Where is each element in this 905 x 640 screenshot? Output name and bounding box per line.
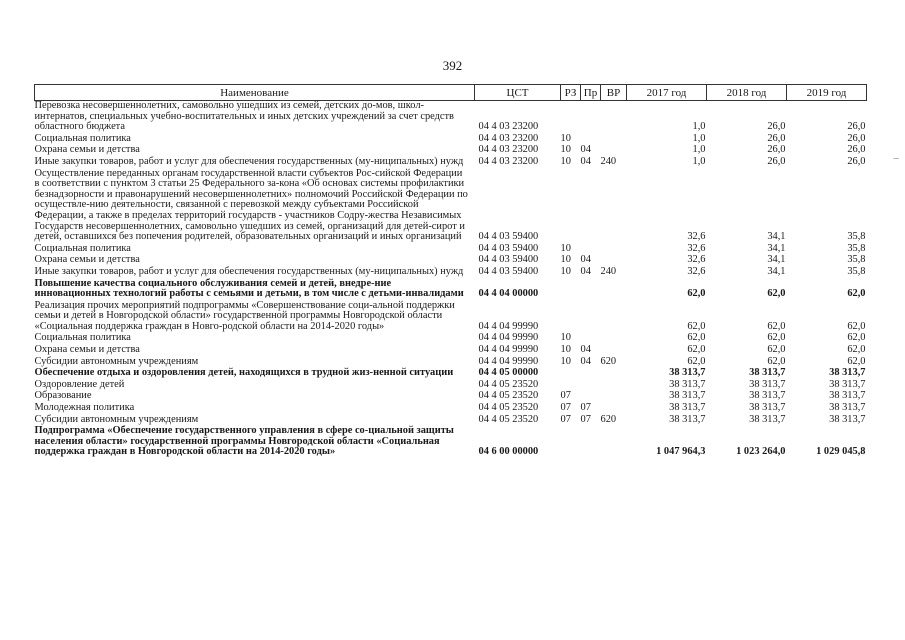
cell-rz: 07 [560, 390, 571, 402]
cell-name: Образование [34, 390, 92, 402]
cell-2017: 32,6 [687, 231, 706, 243]
cell-name: Перевозка несовершеннолетних, самовольно ушедших из семей, детских до-мов, школ-интернатов, специальных учебно-воспитательных и иных детских учреждений за счет средств областного бюджета [34, 100, 454, 133]
table-row [35, 301, 867, 334]
table-row [35, 345, 867, 357]
table-row [35, 267, 867, 279]
cell-rz: 07 [560, 402, 571, 414]
cell-2019: 35,8 [847, 254, 866, 266]
cell-rz: 10 [560, 144, 571, 156]
cell-vr [601, 279, 627, 301]
cell-2018: 62,0 [767, 355, 786, 367]
cell-cst: 04 4 04 99990 [478, 320, 539, 332]
cell-pr [581, 169, 601, 244]
cell-name: Иные закупки товаров, работ и услуг для обеспечения государственных (му-ниципальных) нужд [34, 265, 464, 277]
cell-2019: 35,8 [847, 231, 866, 243]
page-number: 392 [442, 58, 463, 73]
cell-2018: 38 313,7 [749, 402, 786, 414]
cell-2019: 62,0 [847, 320, 866, 332]
cell-vr [601, 333, 627, 345]
margin-mark: – [893, 152, 899, 164]
cell-vr [601, 345, 627, 357]
cell-cst: 04 4 03 59400 [478, 254, 539, 266]
table-header [35, 85, 867, 101]
header-row [35, 85, 867, 101]
cell-2017: 1 047 964,3 [656, 446, 706, 458]
cell-rz: 10 [560, 265, 571, 277]
cell-2017: 62,0 [687, 344, 706, 356]
table-row [35, 279, 867, 301]
cell-vr [601, 244, 627, 256]
cell-cst: 04 6 00 00000 [478, 446, 539, 458]
table-row [35, 426, 867, 459]
cell-pr: 04 [580, 344, 591, 356]
cell-cst: 04 4 03 59400 [478, 265, 539, 277]
cell-2018: 34,1 [767, 231, 786, 243]
cell-2019: 38 313,7 [829, 390, 866, 402]
table-row [35, 403, 867, 415]
cell-2019: 62,0 [847, 344, 866, 356]
cell-vr: 620 [600, 413, 617, 425]
cell-2017: 62,0 [687, 288, 706, 300]
cell-cst: 04 4 03 59400 [478, 231, 539, 243]
cell-cst: 04 4 03 23200 [478, 132, 539, 144]
cell-2019: 38 313,7 [829, 402, 866, 414]
cell-cst: 04 4 04 99990 [478, 344, 539, 356]
cell-pr [581, 426, 601, 459]
cell-pr: 04 [580, 155, 591, 167]
cell-2018: 62,0 [767, 288, 786, 300]
cell-rz [561, 368, 581, 380]
cell-vr: 620 [600, 355, 617, 367]
header-name: Наименование [35, 85, 475, 101]
cell-2017: 38 313,7 [669, 413, 706, 425]
cell-cst: 04 4 05 23520 [478, 413, 539, 425]
cell-rz [561, 426, 581, 459]
cell-rz: 10 [560, 344, 571, 356]
cell-2019: 1 029 045,8 [816, 446, 866, 458]
cell-name: Реализация прочих мероприятий подпрограммы «Совершенствование соци-альной поддержки семьи и детей в Новгородской области» государственной программы Новгородской области «Социальная поддержка граждан в Новго-родской области на 2014-2020 годы» [34, 299, 455, 332]
cell-2018: 62,0 [767, 332, 786, 344]
cell-2018: 26,0 [767, 155, 786, 167]
cell-2019: 26,0 [847, 121, 866, 133]
cell-pr: 04 [580, 254, 591, 266]
cell-name: Субсидии автономным учреждениям [34, 355, 199, 367]
table-row [35, 380, 867, 392]
cell-rz [561, 301, 581, 334]
cell-name: Осуществление переданных органам государственной власти субъектов Рос-сийской Федерации в соответствии с пунктом 3 статьи 25 Федерального за-кона «Об основах системы профилактики безнадзорности и правонарушений несовершеннолетних» полномочий Российской Федерации по осуществле-нию деятельности, связанной с перевозкой между субъектами Российской Федерации, а также в пределах территорий государств - участников Содру-жества Независимых Государств несовершеннолетних, самовольно ушедших из семей, организаций для детей-сирот и детей, оставшихся без попечения родителей, образовательных организаций и иных организаций [34, 167, 468, 243]
cell-cst: 04 4 03 23200 [478, 121, 539, 133]
cell-2019: 62,0 [847, 288, 866, 300]
cell-2017: 38 313,7 [669, 402, 706, 414]
cell-2017: 32,6 [687, 242, 706, 254]
cell-cst: 04 4 03 23200 [478, 155, 539, 167]
cell-2017: 62,0 [687, 332, 706, 344]
cell-name: Социальная политика [34, 242, 131, 254]
cell-rz: 10 [560, 155, 571, 167]
cell-pr: 07 [580, 402, 591, 414]
cell-cst: 04 4 05 23520 [478, 402, 539, 414]
cell-cst: 04 4 03 59400 [478, 242, 539, 254]
cell-pr: 04 [580, 265, 591, 277]
cell-2019: 26,0 [847, 144, 866, 156]
cell-2018: 38 313,7 [749, 413, 786, 425]
cell-2017: 62,0 [687, 320, 706, 332]
cell-2018: 34,1 [767, 254, 786, 266]
cell-2019: 62,0 [847, 355, 866, 367]
cell-2018: 34,1 [767, 265, 786, 277]
header-2019: 2019 год [787, 85, 867, 101]
cell-2018: 1 023 264,0 [736, 446, 786, 458]
cell-name: Охрана семьи и детства [34, 254, 140, 266]
cell-2019: 35,8 [847, 242, 866, 254]
cell-2018: 38 313,7 [749, 378, 786, 390]
table-row [35, 244, 867, 256]
cell-vr [601, 391, 627, 403]
header-vr: ВР [601, 85, 627, 101]
cell-pr: 04 [580, 144, 591, 156]
cell-pr: 07 [580, 413, 591, 425]
cell-cst: 04 4 05 23520 [478, 390, 539, 402]
cell-cst: 04 4 03 23200 [478, 144, 539, 156]
cell-rz [561, 101, 581, 134]
cell-rz: 10 [560, 355, 571, 367]
table-row [35, 157, 867, 169]
table-row [35, 333, 867, 345]
cell-pr: 04 [580, 355, 591, 367]
cell-rz [561, 279, 581, 301]
cell-2018: 38 313,7 [749, 367, 786, 379]
header-pr: Пр [581, 85, 601, 101]
cell-name: Подпрограмма «Обеспечение государственного управления в сфере со-циальной защиты населения области» государственной программы Новгородской области «Социальная поддержка граждан в Новгородской области на 2014-2020 годы» [34, 425, 454, 458]
cell-rz [561, 169, 581, 244]
cell-pr [581, 368, 601, 380]
cell-2019: 26,0 [847, 155, 866, 167]
cell-pr [581, 279, 601, 301]
cell-name: Социальная политика [34, 332, 131, 344]
cell-vr: 240 [600, 265, 617, 277]
header-rz: РЗ [561, 85, 581, 101]
cell-name: Иные закупки товаров, работ и услуг для обеспечения государственных (му-ниципальных) нужд [34, 155, 464, 167]
table-row [35, 169, 867, 244]
header-cst: ЦСТ [475, 85, 561, 101]
cell-cst: 04 4 05 23520 [478, 378, 539, 390]
cell-2017: 1,0 [692, 144, 706, 156]
cell-pr [581, 101, 601, 134]
cell-2018: 26,0 [767, 144, 786, 156]
cell-rz: 10 [560, 332, 571, 344]
cell-2018: 38 313,7 [749, 390, 786, 402]
cell-pr [581, 301, 601, 334]
cell-name: Охрана семьи и детства [34, 344, 140, 356]
table-row [35, 391, 867, 403]
cell-vr [601, 403, 627, 415]
cell-name: Повышение качества социального обслуживания семей и детей, внедре-ние инновационных технологий работы с семьями и детьми, в том числе с детьми-инвалидами [34, 277, 464, 300]
table-row [35, 134, 867, 146]
cell-2019: 38 313,7 [829, 378, 866, 390]
table-body [35, 101, 867, 460]
header-2017: 2017 год [627, 85, 707, 101]
cell-vr [601, 169, 627, 244]
cell-rz: 10 [560, 254, 571, 266]
cell-2019: 35,8 [847, 265, 866, 277]
cell-2019: 38 313,7 [829, 367, 866, 379]
cell-name: Субсидии автономным учреждениям [34, 413, 199, 425]
cell-rz: 07 [560, 413, 571, 425]
cell-name: Социальная политика [34, 132, 131, 144]
cell-name: Обеспечение отдыха и оздоровления детей, находящихся в трудной жиз-ненной ситуации [34, 367, 454, 379]
cell-vr [601, 301, 627, 334]
cell-2017: 38 313,7 [669, 378, 706, 390]
cell-vr [601, 426, 627, 459]
budget-table [34, 84, 867, 459]
cell-2017: 1,0 [692, 121, 706, 133]
cell-vr [601, 368, 627, 380]
cell-cst: 04 4 04 99990 [478, 332, 539, 344]
cell-cst: 04 4 04 99990 [478, 355, 539, 367]
cell-2018: 62,0 [767, 344, 786, 356]
cell-vr [601, 134, 627, 146]
cell-vr [601, 380, 627, 392]
cell-rz: 10 [560, 132, 571, 144]
cell-vr [601, 101, 627, 134]
cell-2019: 62,0 [847, 332, 866, 344]
cell-2017: 38 313,7 [669, 390, 706, 402]
cell-2017: 38 313,7 [669, 367, 706, 379]
header-2018: 2018 год [707, 85, 787, 101]
cell-name: Оздоровление детей [34, 378, 125, 390]
cell-2017: 32,6 [687, 265, 706, 277]
cell-cst: 04 4 05 00000 [478, 367, 539, 379]
cell-2018: 26,0 [767, 121, 786, 133]
cell-2017: 1,0 [692, 155, 706, 167]
cell-2018: 34,1 [767, 242, 786, 254]
cell-2017: 62,0 [687, 355, 706, 367]
table-row [35, 101, 867, 134]
cell-2019: 26,0 [847, 132, 866, 144]
cell-name: Молодежная политика [34, 402, 135, 414]
cell-2018: 62,0 [767, 320, 786, 332]
cell-vr: 240 [600, 155, 617, 167]
cell-name: Охрана семьи и детства [34, 144, 140, 156]
cell-2017: 32,6 [687, 254, 706, 266]
cell-rz: 10 [560, 242, 571, 254]
cell-pr [581, 380, 601, 392]
cell-2018: 26,0 [767, 132, 786, 144]
cell-2019: 38 313,7 [829, 413, 866, 425]
cell-2017: 1,0 [692, 132, 706, 144]
table-row [35, 368, 867, 380]
cell-cst: 04 4 04 00000 [478, 288, 539, 300]
